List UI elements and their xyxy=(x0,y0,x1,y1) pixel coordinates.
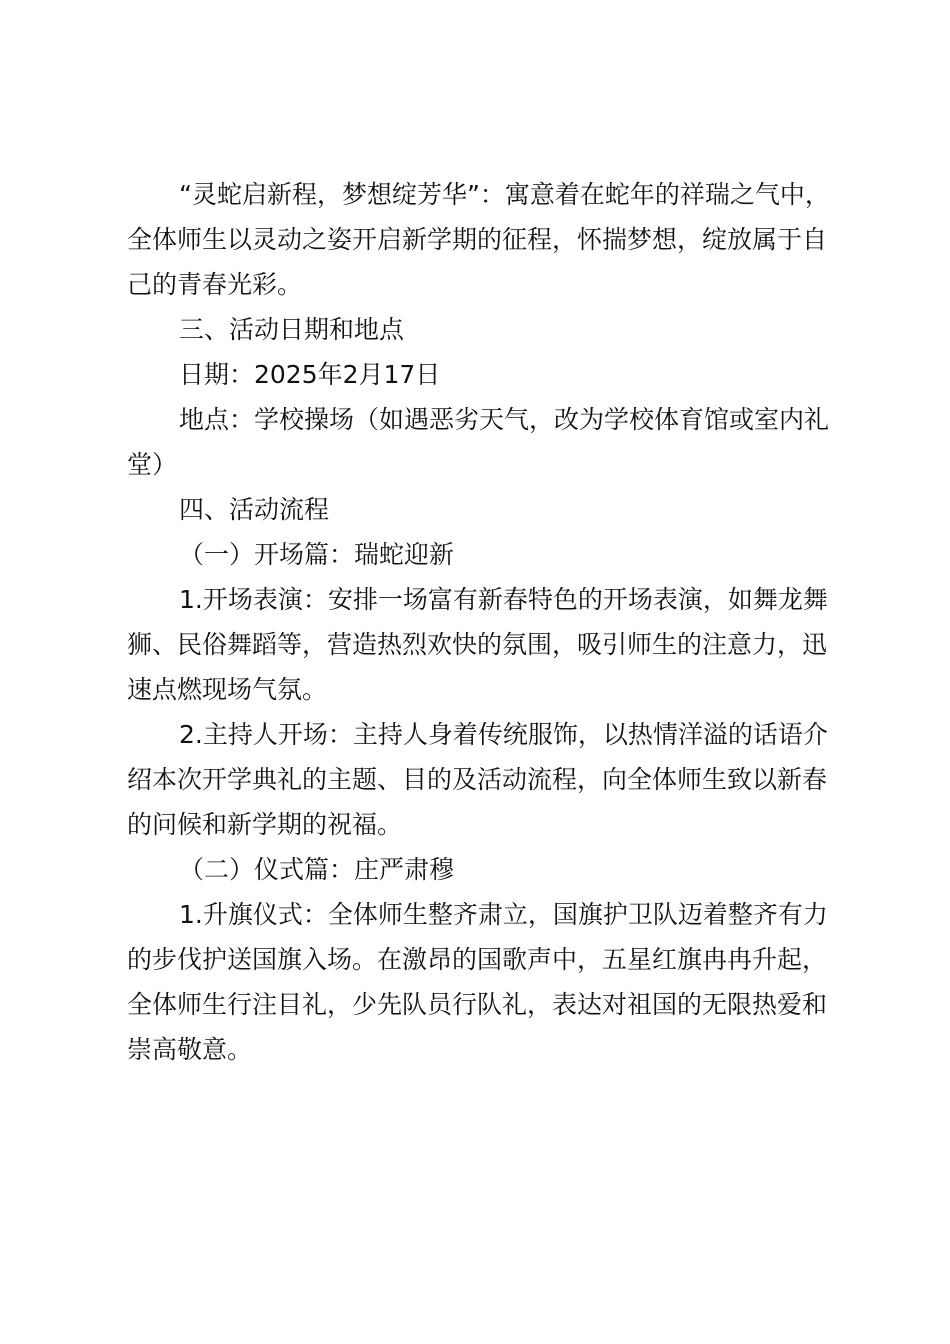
theme-explanation-paragraph: “灵蛇启新程，梦想绽芳华”：寓意着在蛇年的祥瑞之气中，全体师生以灵动之姿开启新学期的征程，怀揣梦想，绽放属于自己的青春光彩。 xyxy=(127,180,830,299)
event-date: 日期：2025年2月17日 xyxy=(179,360,441,389)
subsection-heading-opening: （一）开场篇：瑞蛇迎新 xyxy=(179,540,455,569)
flag-raising-paragraph: 1.升旗仪式：全体师生整齐肃立，国旗护卫队迈着整齐有力的步伐护送国旗入场。在激昂的国歌声中，五星红旗冉冉升起，全体师生行注目礼，少先队员行队礼，表达对祖国的无限热爱和崇高敬意。 xyxy=(127,900,828,1064)
document-body xyxy=(127,172,839,1072)
subsection-heading-ceremony: （二）仪式篇：庄严肃穆 xyxy=(179,855,455,884)
section-heading-date-location: 三、活动日期和地点 xyxy=(179,315,405,344)
opening-performance-paragraph: 1.开场表演：安排一场富有新春特色的开场表演，如舞龙舞狮、民俗舞蹈等，营造热烈欢快的氛围，吸引师生的注意力，迅速点燃现场气氛。 xyxy=(127,585,828,704)
host-opening-paragraph: 2.主持人开场：主持人身着传统服饰，以热情洋溢的话语介绍本次开学典礼的主题、目的及活动流程，向全体师生致以新春的问候和新学期的祝福。 xyxy=(127,720,828,839)
event-location: 地点：学校操场（如遇恶劣天气，改为学校体育馆或室内礼堂） xyxy=(127,405,830,479)
section-heading-process: 四、活动流程 xyxy=(179,495,330,524)
